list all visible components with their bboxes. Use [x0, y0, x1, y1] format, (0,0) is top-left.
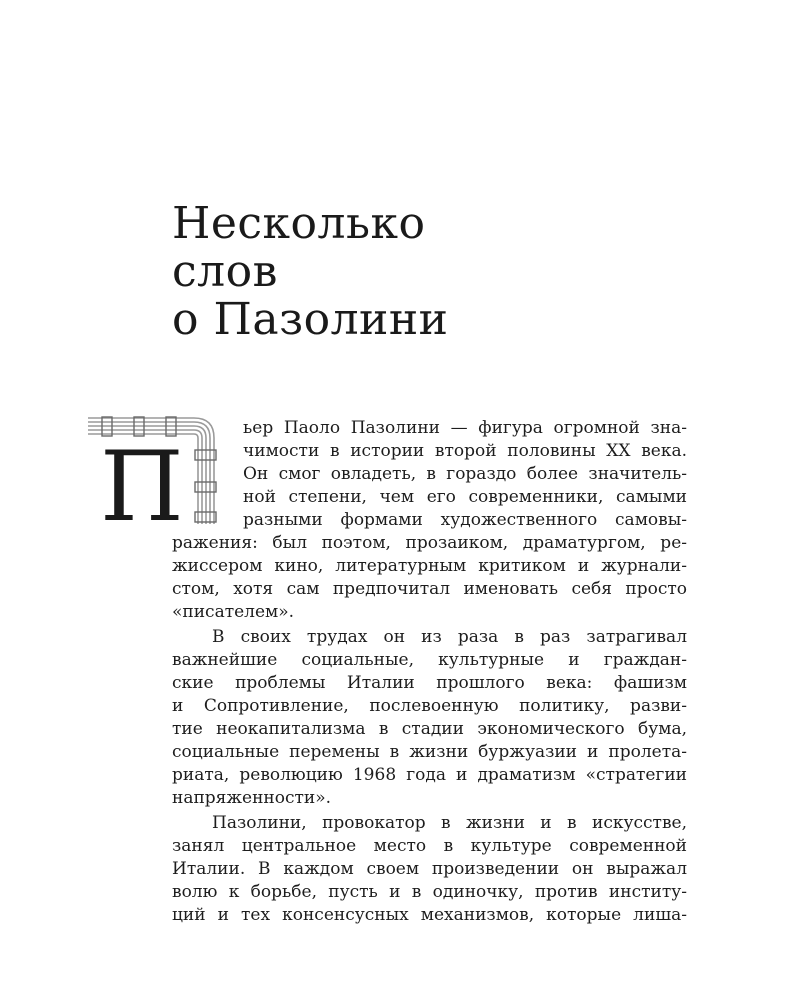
- text-line: занял центральное место в культуре современной: [172, 836, 687, 856]
- text-line: ражения: был поэтом, прозаиком, драматургом, ре-: [172, 533, 687, 553]
- text-line: Италии. В каждом своем произведении он выражал: [172, 859, 687, 879]
- drop-cap-letter: П: [100, 431, 184, 543]
- text-line: напряженности».: [172, 788, 332, 808]
- text-line: стом, хотя сам предпочитал именовать себя просто: [172, 579, 687, 599]
- text-line: Он смог овладеть, в гораздо более значитель-: [243, 464, 687, 484]
- text-line: социальные перемены в жизни буржуазии и пролета-: [172, 742, 687, 762]
- chapter-title: [172, 200, 672, 344]
- text-line: чимости в истории второй половины XX века.: [243, 441, 687, 461]
- text-line: и Сопротивление, послевоенную политику, разви-: [172, 696, 687, 716]
- text-line: ьер Паоло Пазолини — фигура огромной зна-: [243, 418, 687, 438]
- chapter-title-line-2: слов: [172, 246, 278, 297]
- chapter-title-line-1: Несколько: [172, 198, 426, 249]
- text-line: ной степени, чем его современники, самыми: [243, 487, 687, 507]
- text-line: ций и тех консенсусных механизмов, которые лиша-: [172, 905, 687, 925]
- text-line: В своих трудах он из раза в раз затрагивал: [212, 627, 687, 647]
- text-line: ские проблемы Италии прошлого века: фашизм: [172, 673, 687, 693]
- text-line: Пазолини, провокатор в жизни и в искусстве,: [212, 813, 687, 833]
- text-line: важнейшие социальные, культурные и граждан-: [172, 650, 687, 670]
- text-line: тие неокапитализма в стадии экономического бума,: [172, 719, 687, 739]
- text-line: волю к борьбе, пусть и в одиночку, против институ-: [172, 882, 687, 902]
- text-line: «писателем».: [172, 602, 295, 622]
- text-line: жиссером кино, литературным критиком и журнали-: [172, 556, 687, 576]
- chapter-title-line-3: о Пазолини: [172, 294, 449, 345]
- text-line: разными формами художественного самовы-: [243, 510, 687, 530]
- text-line: риата, революцию 1968 года и драматизм «стратегии: [172, 765, 687, 785]
